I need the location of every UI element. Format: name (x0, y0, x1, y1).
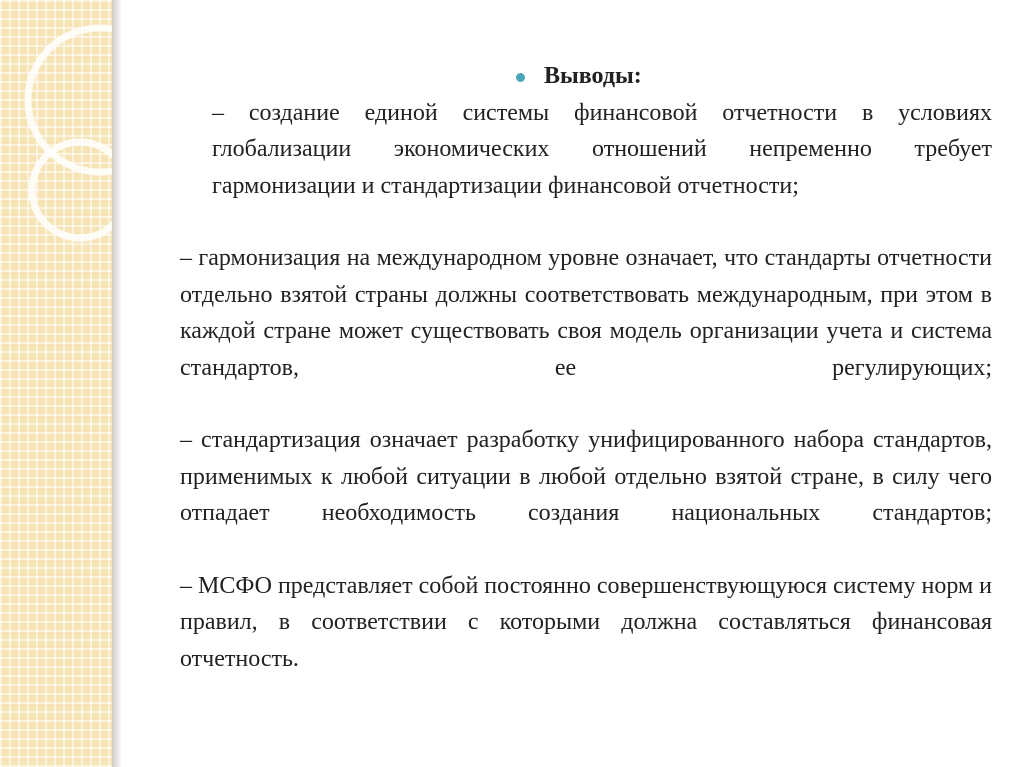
slide-heading: Выводы: (544, 63, 642, 89)
sidebar-shadow (112, 0, 122, 767)
decorative-sidebar (0, 0, 112, 767)
bullet-dot-icon (516, 73, 525, 82)
lower-ring (32, 142, 112, 238)
paragraph-3: – стандартизация означает разработку унифицированного набора стандартов, применимых к любой ситуации в любой отдельно взятой стране, в силу чего отпадает необходимость создания национальных стандартов; (180, 427, 992, 526)
paragraph-2: – гармонизация на международном уровне означает, что стандарты отчетности отдельно взятой страны должны соответствовать международным, при этом в каждой стране может существовать своя модель организации учета и система стандартов, ее регулирующих; (180, 245, 992, 381)
paragraph-4: – МСФО представляет собой постоянно совершенствующуюся систему норм и правил, в соответствии с которыми должна составляться финансовая отчетность. (180, 572, 992, 672)
upper-ring (28, 28, 112, 172)
slide-content (180, 58, 992, 677)
paragraph-1: – создание единой системы финансовой отчетности в условиях глобализации экономических отношений непременно требует гармонизации и стандартизации финансовой отчетности; (212, 99, 992, 199)
decorative-rings (0, 0, 112, 767)
